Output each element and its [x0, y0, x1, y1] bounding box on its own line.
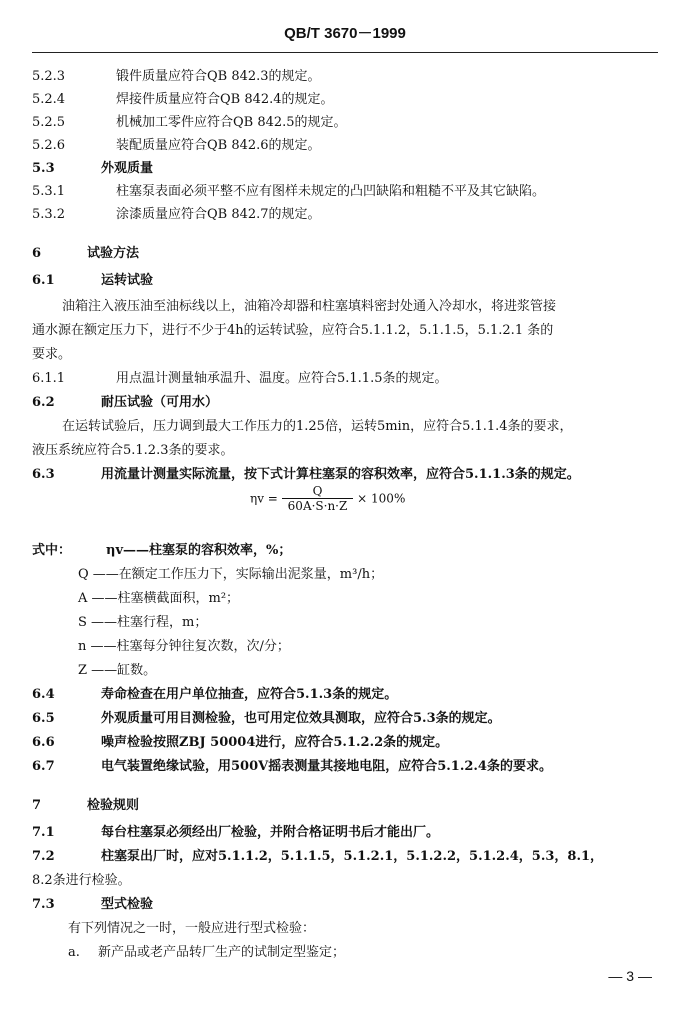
text-line — [32, 466, 580, 484]
clause-number: a. — [68, 945, 80, 960]
text-line — [32, 734, 448, 752]
clause-text: 外观质量可用目测检验，也可用定位效具测取，应符合5.3条的规定。 — [101, 711, 501, 726]
text-line — [32, 394, 218, 412]
clause-text: 寿命检查在用户单位抽查，应符合5.1.3条的规定。 — [101, 687, 398, 702]
formula-denominator: 60A·S·n·Z — [287, 499, 348, 513]
clause-text: 耐压试验（可用水） — [101, 395, 219, 410]
clause-number: 6 — [32, 246, 42, 261]
clause-text: 用点温计测量轴承温升、温度。应符合5.1.1.5条的规定。 — [116, 371, 448, 386]
text-line — [32, 797, 139, 815]
text-line — [32, 872, 131, 890]
clause-text: 新产品或老产品转厂生产的试制定型鉴定； — [98, 945, 346, 960]
clause-text: 电气装置绝缘试验，用500V摇表测量其接地电阻，应符合5.1.2.4条的要求。 — [101, 759, 552, 774]
clause-number: 7 — [32, 798, 42, 813]
text-line — [62, 418, 573, 436]
text-line — [62, 298, 556, 316]
text-line — [32, 183, 545, 201]
text-line — [32, 137, 321, 155]
text-line — [78, 614, 207, 632]
clause-number: 6.7 — [32, 759, 55, 774]
clause-text: 装配质量应符合QB 842.6的规定。 — [116, 138, 321, 153]
clause-text: 运转试验 — [101, 273, 154, 288]
clause-number: 式中： — [32, 543, 72, 558]
clause-number: 6.2 — [32, 395, 55, 410]
clause-number: 5.2.3 — [32, 69, 66, 84]
clause-text: 涂漆质量应符合QB 842.7的规定。 — [116, 207, 321, 222]
clause-number: 6.1 — [32, 273, 55, 288]
clause-text: 型式检验 — [101, 897, 154, 912]
text-line — [32, 114, 347, 132]
clause-text: 机械加工零件应符合QB 842.5的规定。 — [116, 115, 347, 130]
formula-numerator: Q — [282, 484, 354, 499]
clause-text: 噪声检验按照ZBJ 50004进行，应符合5.1.2.2条的规定。 — [101, 735, 449, 750]
clause-number: 6.3 — [32, 467, 55, 482]
clause-text: A ——柱塞横截面积，m²； — [78, 591, 240, 606]
clause-text: 检验规则 — [87, 798, 140, 813]
text-line — [32, 322, 553, 340]
text-line — [78, 662, 156, 680]
clause-text: 液压系统应符合5.1.2.3条的要求。 — [32, 443, 234, 458]
page-header-standard-code: QB/T 3670－1999 — [284, 25, 406, 42]
text-line — [32, 206, 321, 224]
text-line — [32, 68, 321, 86]
clause-number: 7.1 — [32, 825, 55, 840]
text-line — [32, 824, 439, 842]
clause-text: ηv——柱塞泵的容积效率，%； — [106, 543, 292, 558]
clause-number: 7.3 — [32, 897, 55, 912]
clause-number: 5.2.6 — [32, 138, 66, 153]
clause-text: 油箱注入液压油至油标线以上，油箱冷却器和柱塞填料密封处通入冷却水，将进浆管接 — [62, 299, 557, 314]
clause-text: 锻件质量应符合QB 842.3的规定。 — [116, 69, 321, 84]
clause-number: 5.2.4 — [32, 92, 66, 107]
clause-text: 每台柱塞泵必须经出厂检验，并附合格证明书后才能出厂。 — [101, 825, 440, 840]
clause-text: S ——柱塞行程，m； — [78, 615, 208, 630]
clause-text: n ——柱塞每分钟往复次数，次/分； — [78, 639, 290, 654]
clause-text: 外观质量 — [101, 161, 154, 176]
clause-text: 焊接件质量应符合QB 842.4的规定。 — [116, 92, 334, 107]
text-line — [32, 91, 334, 109]
clause-text: 用流量计测量实际流量，按下式计算柱塞泵的容积效率，应符合5.1.1.3条的规定。 — [101, 467, 580, 482]
text-line — [32, 370, 447, 388]
clause-number: 5.3 — [32, 161, 55, 176]
clause-number: 6.5 — [32, 711, 55, 726]
clause-number: 6.4 — [32, 687, 55, 702]
text-line — [32, 758, 552, 776]
text-line — [78, 638, 290, 656]
text-line — [32, 710, 501, 728]
text-line — [32, 346, 71, 364]
text-line — [78, 566, 383, 584]
volumetric-efficiency-formula — [250, 484, 405, 513]
clause-text: 8.2条进行检验。 — [32, 873, 131, 888]
clause-number: 5.2.5 — [32, 115, 66, 130]
clause-number: 5.3.1 — [32, 184, 66, 199]
text-line — [32, 896, 153, 914]
text-line — [78, 590, 239, 608]
text-line — [32, 848, 603, 866]
text-line — [32, 542, 291, 560]
page-number: — 3 — — [608, 968, 652, 984]
text-line — [68, 920, 315, 938]
clause-number: 5.3.2 — [32, 207, 66, 222]
formula-lhs: ηv = — [250, 491, 278, 506]
clause-text: 柱塞泵出厂时，应对5.1.1.2，5.1.1.5，5.1.2.1，5.1.2.2，5.1.2.4，5.3，8.1， — [101, 849, 604, 864]
text-line — [32, 442, 233, 460]
text-line — [32, 160, 153, 178]
formula-fraction — [282, 484, 354, 513]
text-line — [32, 272, 153, 290]
clause-number: 6.6 — [32, 735, 55, 750]
clause-number: 7.2 — [32, 849, 55, 864]
clause-text: 通水源在额定压力下，进行不少于4h的运转试验，应符合5.1.1.2，5.1.1.5，5.1.2.1 条的 — [32, 323, 554, 338]
clause-text: 柱塞泵表面必须平整不应有图样未规定的凸凹缺陷和粗糙不平及其它缺陷。 — [116, 184, 546, 199]
formula-rhs: × 100% — [357, 491, 406, 506]
text-line — [32, 245, 139, 263]
text-line — [68, 944, 345, 962]
clause-text: 要求。 — [32, 347, 72, 362]
clause-number: 6.1.1 — [32, 371, 66, 386]
text-line — [32, 686, 397, 704]
clause-text: Z ——缸数。 — [78, 663, 157, 678]
clause-text: 有下列情况之一时，一般应进行型式检验： — [68, 921, 316, 936]
clause-text: 试验方法 — [87, 246, 140, 261]
clause-text: 在运转试验后，压力调到最大工作压力的1.25倍，运转5min，应符合5.1.1.4条的要求， — [62, 419, 573, 434]
header-rule — [32, 52, 658, 53]
clause-text: Q ——在额定工作压力下，实际输出泥浆量，m³/h； — [78, 567, 384, 582]
